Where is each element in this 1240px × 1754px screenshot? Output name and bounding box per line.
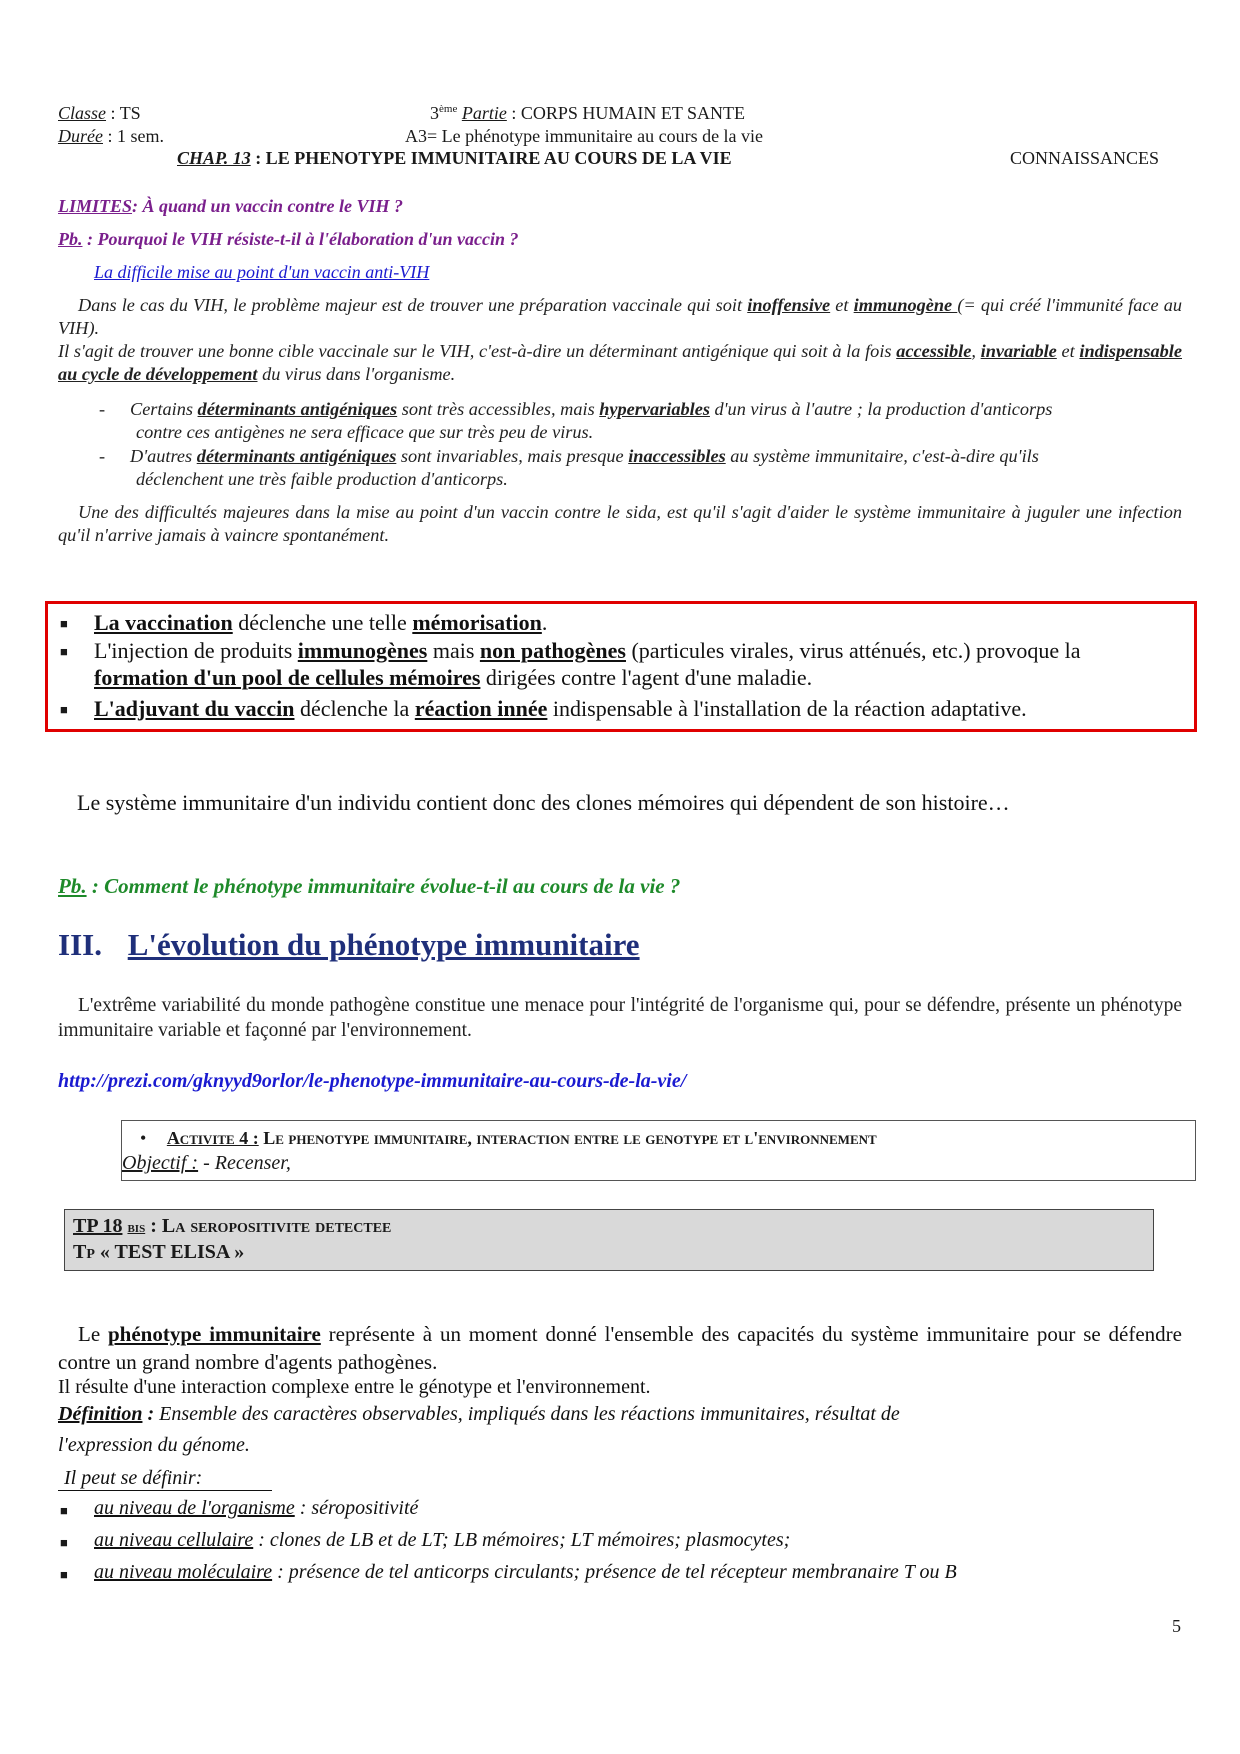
dash-marker: - — [99, 446, 106, 466]
header-classe: Classe : TS — [58, 103, 141, 123]
section-heading: III. L'évolution du phénotype immunitaire — [58, 927, 640, 962]
dash-item-2: D'autres déterminants antigéniques sont invariables, mais presque inaccessibles au système immunitaire, c'est-à-dire qu'ils — [130, 446, 1039, 466]
activity-title: • Activite 4 : Le phenotype immunitaire, interaction entre le genotype et l'environnement — [140, 1128, 877, 1148]
bullet-square-icon: ■ — [60, 644, 68, 659]
page-number: 5 — [1172, 1616, 1181, 1636]
bullet-square-icon: ■ — [60, 616, 68, 631]
bullet-square-icon: ■ — [60, 1567, 68, 1582]
bullet-dot-icon: • — [140, 1128, 147, 1148]
key-point-2-line2: formation d'un pool de cellules mémoires dirigées contre l'agent d'une maladie. — [94, 665, 813, 690]
level-organisme: au niveau de l'organisme : séropositivité — [94, 1497, 419, 1519]
definition-line-2: l'expression du génome. — [58, 1434, 250, 1456]
definition: Définition : Ensemble des caractères observables, impliqués dans les réactions immunitaires, résultat de — [58, 1403, 900, 1425]
dash-marker: - — [99, 399, 106, 419]
header-connaissances: CONNAISSANCES — [1010, 148, 1160, 168]
paragraph-interaction: Il résulte d'une interaction complexe entre le génotype et l'environnement. — [58, 1376, 651, 1398]
bullet-square-icon: ■ — [60, 1503, 68, 1518]
header-a3: A3= Le phénotype immunitaire au cours de la vie — [405, 126, 764, 146]
level-cellulaire: au niveau cellulaire : clones de LB et de LT; LB mémoires; LT mémoires; plasmocytes; — [94, 1529, 791, 1551]
key-point-2: L'injection de produits immunogènes mais non pathogènes (particules virales, virus atténués, etc.) provoque la — [94, 638, 1081, 663]
key-points-box — [45, 601, 1197, 732]
paragraph-difficulty: Une des difficultés majeures dans la mise au point d'un vaccin contre le sida, est qu'il s'agit d'aider le système immunitaire à juguler une infection qu'il n'arrive jamais à vaincre spontanément. — [58, 502, 1182, 545]
problem-1: Pb. : Pourquoi le VIH résiste-t-il à l'élaboration d'un vaccin ? — [58, 229, 519, 249]
paragraph-variability: L'extrême variabilité du monde pathogène constitue une menace pour l'intégrité de l'organisme qui, pour se défendre, présente un phénotype immunitaire variable et façonné par l'environnement. — [58, 995, 1182, 1041]
problem-2: Pb. : Comment le phénotype immunitaire évolue-t-il au cours de la vie ? — [58, 874, 681, 898]
header-partie: 3ème Partie : CORPS HUMAIN ET SANTE — [430, 103, 746, 123]
bullet-square-icon: ■ — [60, 702, 68, 717]
tp-box — [64, 1209, 1154, 1271]
bullet-square-icon: ■ — [60, 1535, 68, 1550]
dash-item-1: Certains déterminants antigéniques sont très accessibles, mais hypervariables d'un virus à l'autre ; la production d'anticorps — [130, 399, 1053, 419]
header-duree: Durée : 1 sem. — [58, 126, 164, 146]
activity-box — [121, 1120, 1196, 1181]
key-point-1: La vaccination déclenche une telle mémorisation. — [94, 610, 548, 635]
prezi-link[interactable]: http://prezi.com/gknyyd9orlor/le-phenotype-immunitaire-au-cours-de-la-vie/ — [58, 1070, 687, 1092]
limites-line: LIMITES: À quand un vaccin contre le VIH ? — [58, 196, 404, 216]
paragraph-vaccine-problem: Dans le cas du VIH, le problème majeur est de trouver une préparation vaccinale qui soit inoffensive et immunogène (= qui créé l'immunité face au VIH). — [58, 295, 1182, 338]
key-point-3: L'adjuvant du vaccin déclenche la réaction innée indispensable à l'installation de la réaction adaptative. — [94, 696, 1027, 721]
dash-item-1-line2: contre ces antigènes ne sera efficace que sur très peu de virus. — [136, 422, 594, 442]
clones-sentence: Le système immunitaire d'un individu contient donc des clones mémoires qui dépendent de son histoire… — [77, 790, 1010, 815]
definir-label: Il peut se définir: — [58, 1466, 272, 1491]
dash-item-2-line2: déclenchent une très faible production d'anticorps. — [136, 469, 508, 489]
chapter-title: CHAP. 13 : LE PHENOTYPE IMMUNITAIRE AU COURS DE LA VIE — [177, 148, 732, 168]
paragraph-vaccine-target: Il s'agit de trouver une bonne cible vaccinale sur le VIH, c'est-à-dire un déterminant antigénique qui soit à la fois accessible, invariable et indispensable au cycle de développement du virus dans l'organisme. — [58, 341, 1182, 384]
tp-line-1: TP 18 bis : La seropositivite detectee — [73, 1215, 392, 1237]
activity-objective: Objectif : - Recenser, — [122, 1152, 291, 1174]
paragraph-phenotype: Le phénotype immunitaire représente à un moment donné l'ensemble des capacités du système immunitaire pour se défendre contre un grand nombre d'agents pathogènes. — [58, 1322, 1182, 1374]
section-link-title[interactable]: La difficile mise au point d'un vaccin anti-VIH — [94, 262, 430, 282]
level-moleculaire: au niveau moléculaire : présence de tel anticorps circulants; présence de tel récepteur membranaire T ou B — [94, 1561, 957, 1583]
tp-line-2: Tp « TEST ELISA » — [73, 1241, 245, 1263]
